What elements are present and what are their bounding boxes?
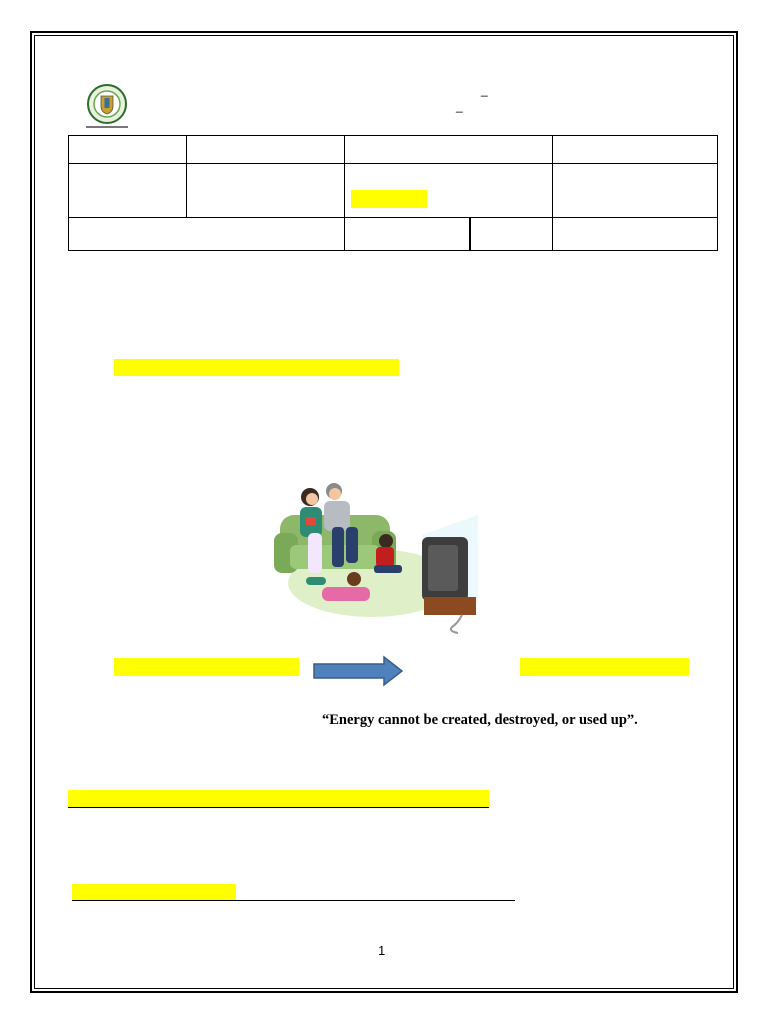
table-cell [187, 136, 345, 164]
highlight-bar [114, 658, 299, 676]
header-dash-bottom: _ [456, 99, 463, 113]
highlight-bar [68, 790, 489, 808]
answer-line [72, 900, 515, 901]
table-cell [69, 218, 345, 250]
table-cell [553, 218, 717, 250]
highlight-bar [114, 359, 399, 376]
page-number: 1 [378, 943, 386, 958]
highlight-bar [72, 884, 236, 900]
right-arrow-icon [312, 655, 404, 692]
table-cell [345, 136, 553, 164]
table-cell [187, 164, 345, 218]
table-cell [471, 218, 553, 250]
table-cell [69, 164, 187, 218]
school-logo-icon [80, 82, 134, 132]
table-cell [553, 136, 717, 164]
energy-quote: “Energy cannot be created, destroyed, or used up”. [322, 712, 638, 728]
highlight-bar [351, 190, 427, 208]
table-cell [345, 164, 553, 218]
table-cell [69, 136, 187, 164]
header-table [68, 135, 718, 251]
table-cell [553, 164, 717, 218]
header-dash-top: _ [481, 83, 488, 97]
highlight-bar [520, 658, 689, 676]
family-watching-tv-illustration [272, 475, 494, 640]
table-cell [345, 218, 471, 250]
